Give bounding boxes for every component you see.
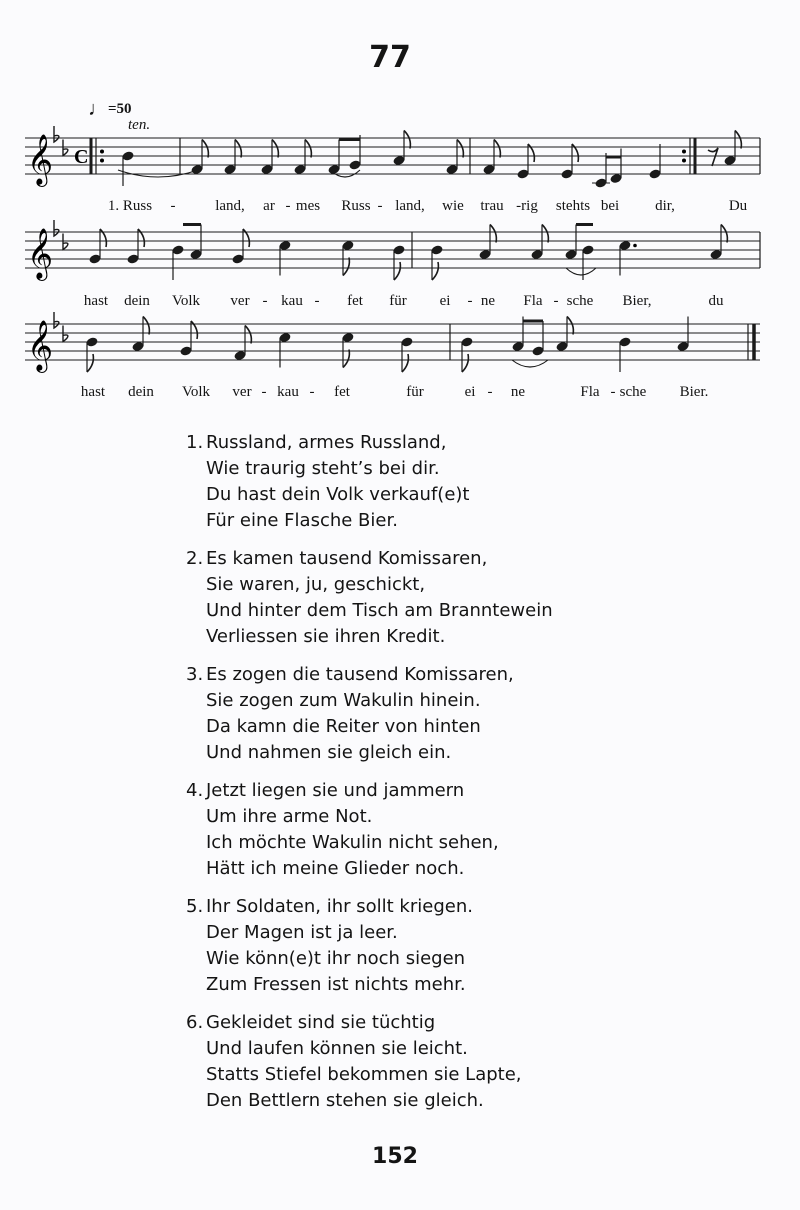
- verse-text: Jetzt liegen sie und jammern: [206, 780, 465, 801]
- verse-text: Der Magen ist ja leer.: [206, 922, 398, 943]
- lyric-syllable: Volk: [171, 293, 201, 309]
- music-staff-3: [0, 304, 800, 384]
- verse-line: [186, 430, 553, 456]
- lyric-syllable: fet: [347, 293, 363, 309]
- note-flag: [343, 350, 349, 368]
- note-flag: [343, 258, 349, 276]
- slur: [566, 268, 596, 275]
- verse-line: [186, 972, 553, 998]
- verse-line: [186, 946, 553, 972]
- note-flag: [735, 131, 741, 149]
- hyphen: -: [487, 384, 493, 400]
- verse-line: [186, 572, 553, 598]
- verse-line: [186, 624, 553, 650]
- note-flag: [494, 140, 500, 158]
- lyric-syllable: dein: [124, 293, 150, 309]
- note-flag: [87, 354, 93, 372]
- hyphen: -: [553, 293, 559, 309]
- treble-clef-icon: 𝄞: [27, 320, 54, 371]
- verse-line: [186, 894, 553, 920]
- verse-line: [186, 508, 553, 534]
- lyric-syllable: für: [389, 293, 407, 309]
- hyphen: -: [261, 384, 267, 400]
- lyric-syllable: land,: [215, 198, 245, 214]
- lyric-syllable: kau: [277, 384, 299, 400]
- note-flag: [202, 140, 208, 158]
- lyric-syllable: -rig: [516, 198, 538, 214]
- verse-1: [186, 430, 553, 534]
- note-flag: [272, 140, 278, 158]
- verse-text: Ihr Soldaten, ihr sollt kriegen.: [206, 896, 473, 917]
- hyphen: -: [262, 293, 268, 309]
- verse-text: Ich möchte Wakulin nicht sehen,: [206, 832, 499, 853]
- repeat-dot: [682, 150, 686, 154]
- quarter-note-icon: ♩: [88, 98, 108, 120]
- verse-text: Es kamen tausend Komissaren,: [206, 548, 488, 569]
- verse-line: [186, 598, 553, 624]
- lyric-syllable: stehts: [555, 198, 591, 214]
- lyric-syllable: Bier.: [679, 384, 709, 400]
- verse-number: 6.: [186, 1012, 204, 1033]
- verse-text: Gekleidet sind sie tüchtig: [206, 1012, 436, 1033]
- flat-icon: [54, 126, 59, 142]
- lyric-syllable: Bier,: [622, 293, 652, 309]
- verse-text: Und hinter dem Tisch am Branntewein: [206, 600, 553, 621]
- hyphen: -: [377, 198, 383, 214]
- lyric-syllable: für: [406, 384, 424, 400]
- note-flag: [235, 140, 241, 158]
- song-number: 77: [369, 40, 411, 75]
- verse-line: [186, 688, 553, 714]
- lyric-syllable: bei: [600, 198, 620, 214]
- repeat-dot: [100, 159, 104, 163]
- verse-line: [186, 804, 553, 830]
- lyric-syllable: wie: [442, 198, 464, 214]
- note-flag: [404, 131, 410, 149]
- lyric-syllable: ei: [464, 384, 476, 400]
- verse-text: Zum Fressen ist nichts mehr.: [206, 974, 466, 995]
- verse-text: Für eine Flasche Bier.: [206, 510, 398, 531]
- note-flag: [567, 317, 573, 335]
- verse-3: [186, 662, 553, 766]
- hyphen: -: [309, 384, 315, 400]
- tempo-value: =50: [108, 101, 132, 117]
- note-flag: [490, 225, 496, 243]
- note-flag: [143, 317, 149, 335]
- lyric-syllable: Fla: [523, 293, 543, 309]
- lyric-syllable: ei: [439, 293, 451, 309]
- verse-6: [186, 1010, 553, 1114]
- hyphen: -: [170, 198, 176, 214]
- lyric-syllable: Volk: [181, 384, 211, 400]
- lyric-syllable: dir,: [655, 198, 675, 214]
- verse-line: [186, 1010, 553, 1036]
- note-flag: [245, 326, 251, 344]
- time-signature: C: [74, 146, 89, 168]
- verse-number: 4.: [186, 780, 204, 801]
- hyphen: -: [285, 198, 291, 214]
- lyric-syllable: fet: [334, 384, 350, 400]
- verse-line: [186, 482, 553, 508]
- lyric-syllable: Fla: [580, 384, 600, 400]
- repeat-dot: [682, 159, 686, 163]
- lyric-syllable: 1. Russ: [107, 198, 153, 214]
- verse-line: [186, 778, 553, 804]
- verse-text: Sie waren, ju, geschickt,: [206, 574, 426, 595]
- verse-5: [186, 894, 553, 998]
- flat-icon: [54, 312, 59, 328]
- note-flag: [462, 354, 468, 372]
- note-dot: [633, 244, 637, 248]
- verse-line: [186, 1088, 553, 1114]
- hyphen: -: [610, 384, 616, 400]
- note-flag: [394, 262, 400, 280]
- lyric-syllable: ar: [263, 198, 275, 214]
- verse-text: Verliessen sie ihren Kredit.: [206, 626, 446, 647]
- eighth-rest-icon: [708, 148, 718, 166]
- lyric-syllable: mes: [295, 198, 321, 214]
- verse-text: Es zogen die tausend Komissaren,: [206, 664, 514, 685]
- lyric-syllable: dein: [128, 384, 154, 400]
- verse-text: Wie traurig steht’s bei dir.: [206, 458, 440, 479]
- verse-line: [186, 662, 553, 688]
- lyric-syllable: kau: [281, 293, 303, 309]
- verse-text: Statts Stiefel bekommen sie Lapte,: [206, 1064, 522, 1085]
- music-staff-2: [0, 212, 800, 292]
- music-staff-1: [0, 118, 800, 198]
- verse-number: 3.: [186, 664, 204, 685]
- verses-block: [186, 430, 553, 1126]
- lyric-syllable: Du: [728, 198, 748, 214]
- verse-line: [186, 456, 553, 482]
- note-flag: [721, 225, 727, 243]
- note-flag: [542, 225, 548, 243]
- verse-number: 1.: [186, 432, 204, 453]
- lyric-syllable: trau: [480, 198, 504, 214]
- verse-text: Russland, armes Russland,: [206, 432, 447, 453]
- lyric-syllable: sche: [566, 293, 594, 309]
- verse-number: 5.: [186, 896, 204, 917]
- verse-line: [186, 546, 553, 572]
- slur: [512, 360, 548, 367]
- lyric-syllable: ver: [232, 384, 252, 400]
- treble-clef-icon: 𝄞: [27, 228, 54, 279]
- hyphen: -: [467, 293, 473, 309]
- note-flag: [457, 140, 463, 158]
- lyric-syllable: ne: [510, 384, 526, 400]
- verse-text: Da kamn die Reiter von hinten: [206, 716, 481, 737]
- lyric-syllable: Russ: [341, 198, 371, 214]
- verse-text: Und nahmen sie gleich ein.: [206, 742, 452, 763]
- tenuto-mark: ten.: [128, 117, 151, 133]
- verse-text: Du hast dein Volk verkauf(e)t: [206, 484, 470, 505]
- verse-line: [186, 714, 553, 740]
- lyric-syllable: du: [708, 293, 724, 309]
- lyric-syllable: hast: [80, 384, 106, 400]
- verse-text: Hätt ich meine Glieder noch.: [206, 858, 465, 879]
- verse-line: [186, 856, 553, 882]
- note-flag: [402, 354, 408, 372]
- hyphen: -: [314, 293, 320, 309]
- verse-text: Und laufen können sie leicht.: [206, 1038, 468, 1059]
- verse-line: [186, 740, 553, 766]
- verse-line: [186, 830, 553, 856]
- lyric-syllable: hast: [83, 293, 109, 309]
- verse-line: [186, 920, 553, 946]
- lyric-syllable: sche: [619, 384, 647, 400]
- verse-text: Um ihre arme Not.: [206, 806, 373, 827]
- verse-number: 2.: [186, 548, 204, 569]
- lyric-syllable: ne: [480, 293, 496, 309]
- note-flag: [432, 262, 438, 280]
- verse-line: [186, 1036, 553, 1062]
- flat-icon: [54, 220, 59, 236]
- lyric-syllable: land,: [395, 198, 425, 214]
- page-number: 152: [372, 1144, 418, 1169]
- verse-text: Den Bettlern stehen sie gleich.: [206, 1090, 484, 1111]
- verse-text: Sie zogen zum Wakulin hinein.: [206, 690, 481, 711]
- verse-4: [186, 778, 553, 882]
- verse-text: Wie könn(e)t ihr noch siegen: [206, 948, 466, 969]
- repeat-dot: [100, 150, 104, 154]
- lyric-line-3: [0, 384, 800, 406]
- lyric-syllable: ver: [230, 293, 250, 309]
- treble-clef-icon: 𝄞: [27, 134, 54, 185]
- verse-line: [186, 1062, 553, 1088]
- verse-2: [186, 546, 553, 650]
- note-flag: [305, 140, 311, 158]
